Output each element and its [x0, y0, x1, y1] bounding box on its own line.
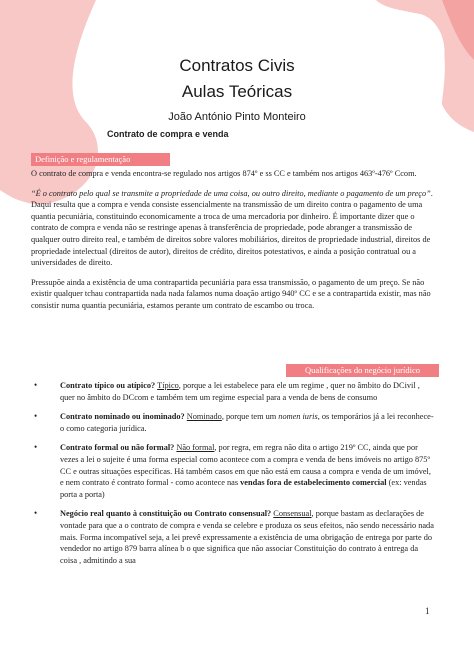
qualifications-list — [31, 380, 435, 574]
italic-term: nomen iuris — [278, 412, 318, 422]
question: Contrato formal ou não formal? — [60, 443, 175, 453]
definition-quote: “É o contrato pelo qual se transmite a propriedade de uma coisa, ou outro direito, mediante o pagamento de um preço” — [31, 188, 431, 198]
list-item — [31, 442, 435, 500]
definition-text: . Daqui resulta que a compra e venda consiste essencialmente na transmissão de um direito contra o pagamento de uma quantia pecuniária, constituindo economicamente a troca de uma mercadoria por dinheiro. É importante dizer que o contrato de compra e venda não se restringe apenas à transferência de propriedade, pode abranger a transmissão de qualquer outro direito real, e também de direitos sobre valores mobiliários, direitos de propriedade industrial, direitos de propriedade intelectual (direitos de autor), direitos de crédito, direitos potestativos, e ainda a posição contratual ou a universidades de direito. — [31, 188, 433, 268]
bullet-icon: • — [34, 411, 38, 422]
explanation: , por regra, em regra não dita o artigo 219º CC, ainda que por vezes a lei o sujeite é uma forma especial como acontece com a compra e venda de bens imóveis no artigo 875º CC e outras situações específicas. Há também casos em que não está em causa a compra e venda de um imóvel, e nem contrato é contrato formal - como acontece nas — [60, 443, 431, 488]
explanation: , porque a lei estabelece para ele um regime , quer no âmbito do DCivil , quer no âmbito do DCcom e também tem um regime especial para a venda de bens de consumo — [60, 381, 420, 402]
bullet-icon: • — [34, 380, 38, 390]
explanation: , porque bastam as declarações de vontade para que a o contrato de compra e venda se celebre e produza os seus efeitos, não sendo necessário nada mais. Forma incompatível seja, a lei prevê expressamente a existência de uma obrigação de entrega por parte do vendedor no artigo 879 barra alínea b o que significa que não associar Constituição do contrato à entrega da coisa , admitindo a sua — [60, 509, 434, 565]
explanation: , porque tem um — [221, 412, 279, 422]
list-item — [31, 411, 435, 434]
answer: Nominado — [186, 412, 222, 422]
explanation-cont: , os temporários já a lei reconhece-o como categoria jurídica. — [60, 412, 434, 433]
answer: Não formal — [176, 443, 215, 453]
question: Negócio real quanto à constituição ou Contrato consensual? — [60, 509, 272, 519]
list-item — [31, 508, 435, 566]
question: Contrato nominado ou inominado? — [60, 412, 185, 422]
paragraph-regulation: O contrato de compra e venda encontra-se regulado nos artigos 874º e ss CC e também nos artigos 463º-476º Ccom. — [31, 169, 417, 178]
bold-term: vendas fora de estabelecimento comercial — [240, 478, 387, 488]
topic-heading: Contrato de compra e venda — [107, 129, 229, 139]
list-item — [31, 380, 435, 403]
section-definition-body — [31, 168, 435, 312]
page-number: 1 — [425, 606, 430, 616]
section-tag-definition: Definição e regulamentação — [31, 153, 170, 166]
answer: Típico — [157, 381, 179, 390]
bullet-icon: • — [34, 508, 38, 519]
paragraph-price: Pressupõe ainda a existência de uma contrapartida pecuniária para essa transmissão, o pagamento de um preço. Se não existir qualquer tchau contrapartida nada nada falamos numa doação artigo 940º CC e se a contrapartida existir, mas não consistir numa quantia pecuniária, estamos perante um contrato de escambo ou troca. — [31, 277, 431, 310]
document-title: Contratos Civis — [179, 56, 295, 75]
explanation-cont: (ex: vendas porta a porta) — [60, 478, 427, 499]
answer: Consensual — [273, 509, 312, 519]
bullet-icon: • — [34, 442, 38, 453]
author-name: João António Pinto Monteiro — [168, 111, 306, 123]
paragraph-definition — [31, 188, 435, 269]
question: Contrato típico ou atípico? — [60, 381, 156, 390]
section-tag-qualifications: Qualificações do negócio jurídico — [286, 364, 439, 377]
document-subtitle: Aulas Teóricas — [181, 82, 293, 101]
